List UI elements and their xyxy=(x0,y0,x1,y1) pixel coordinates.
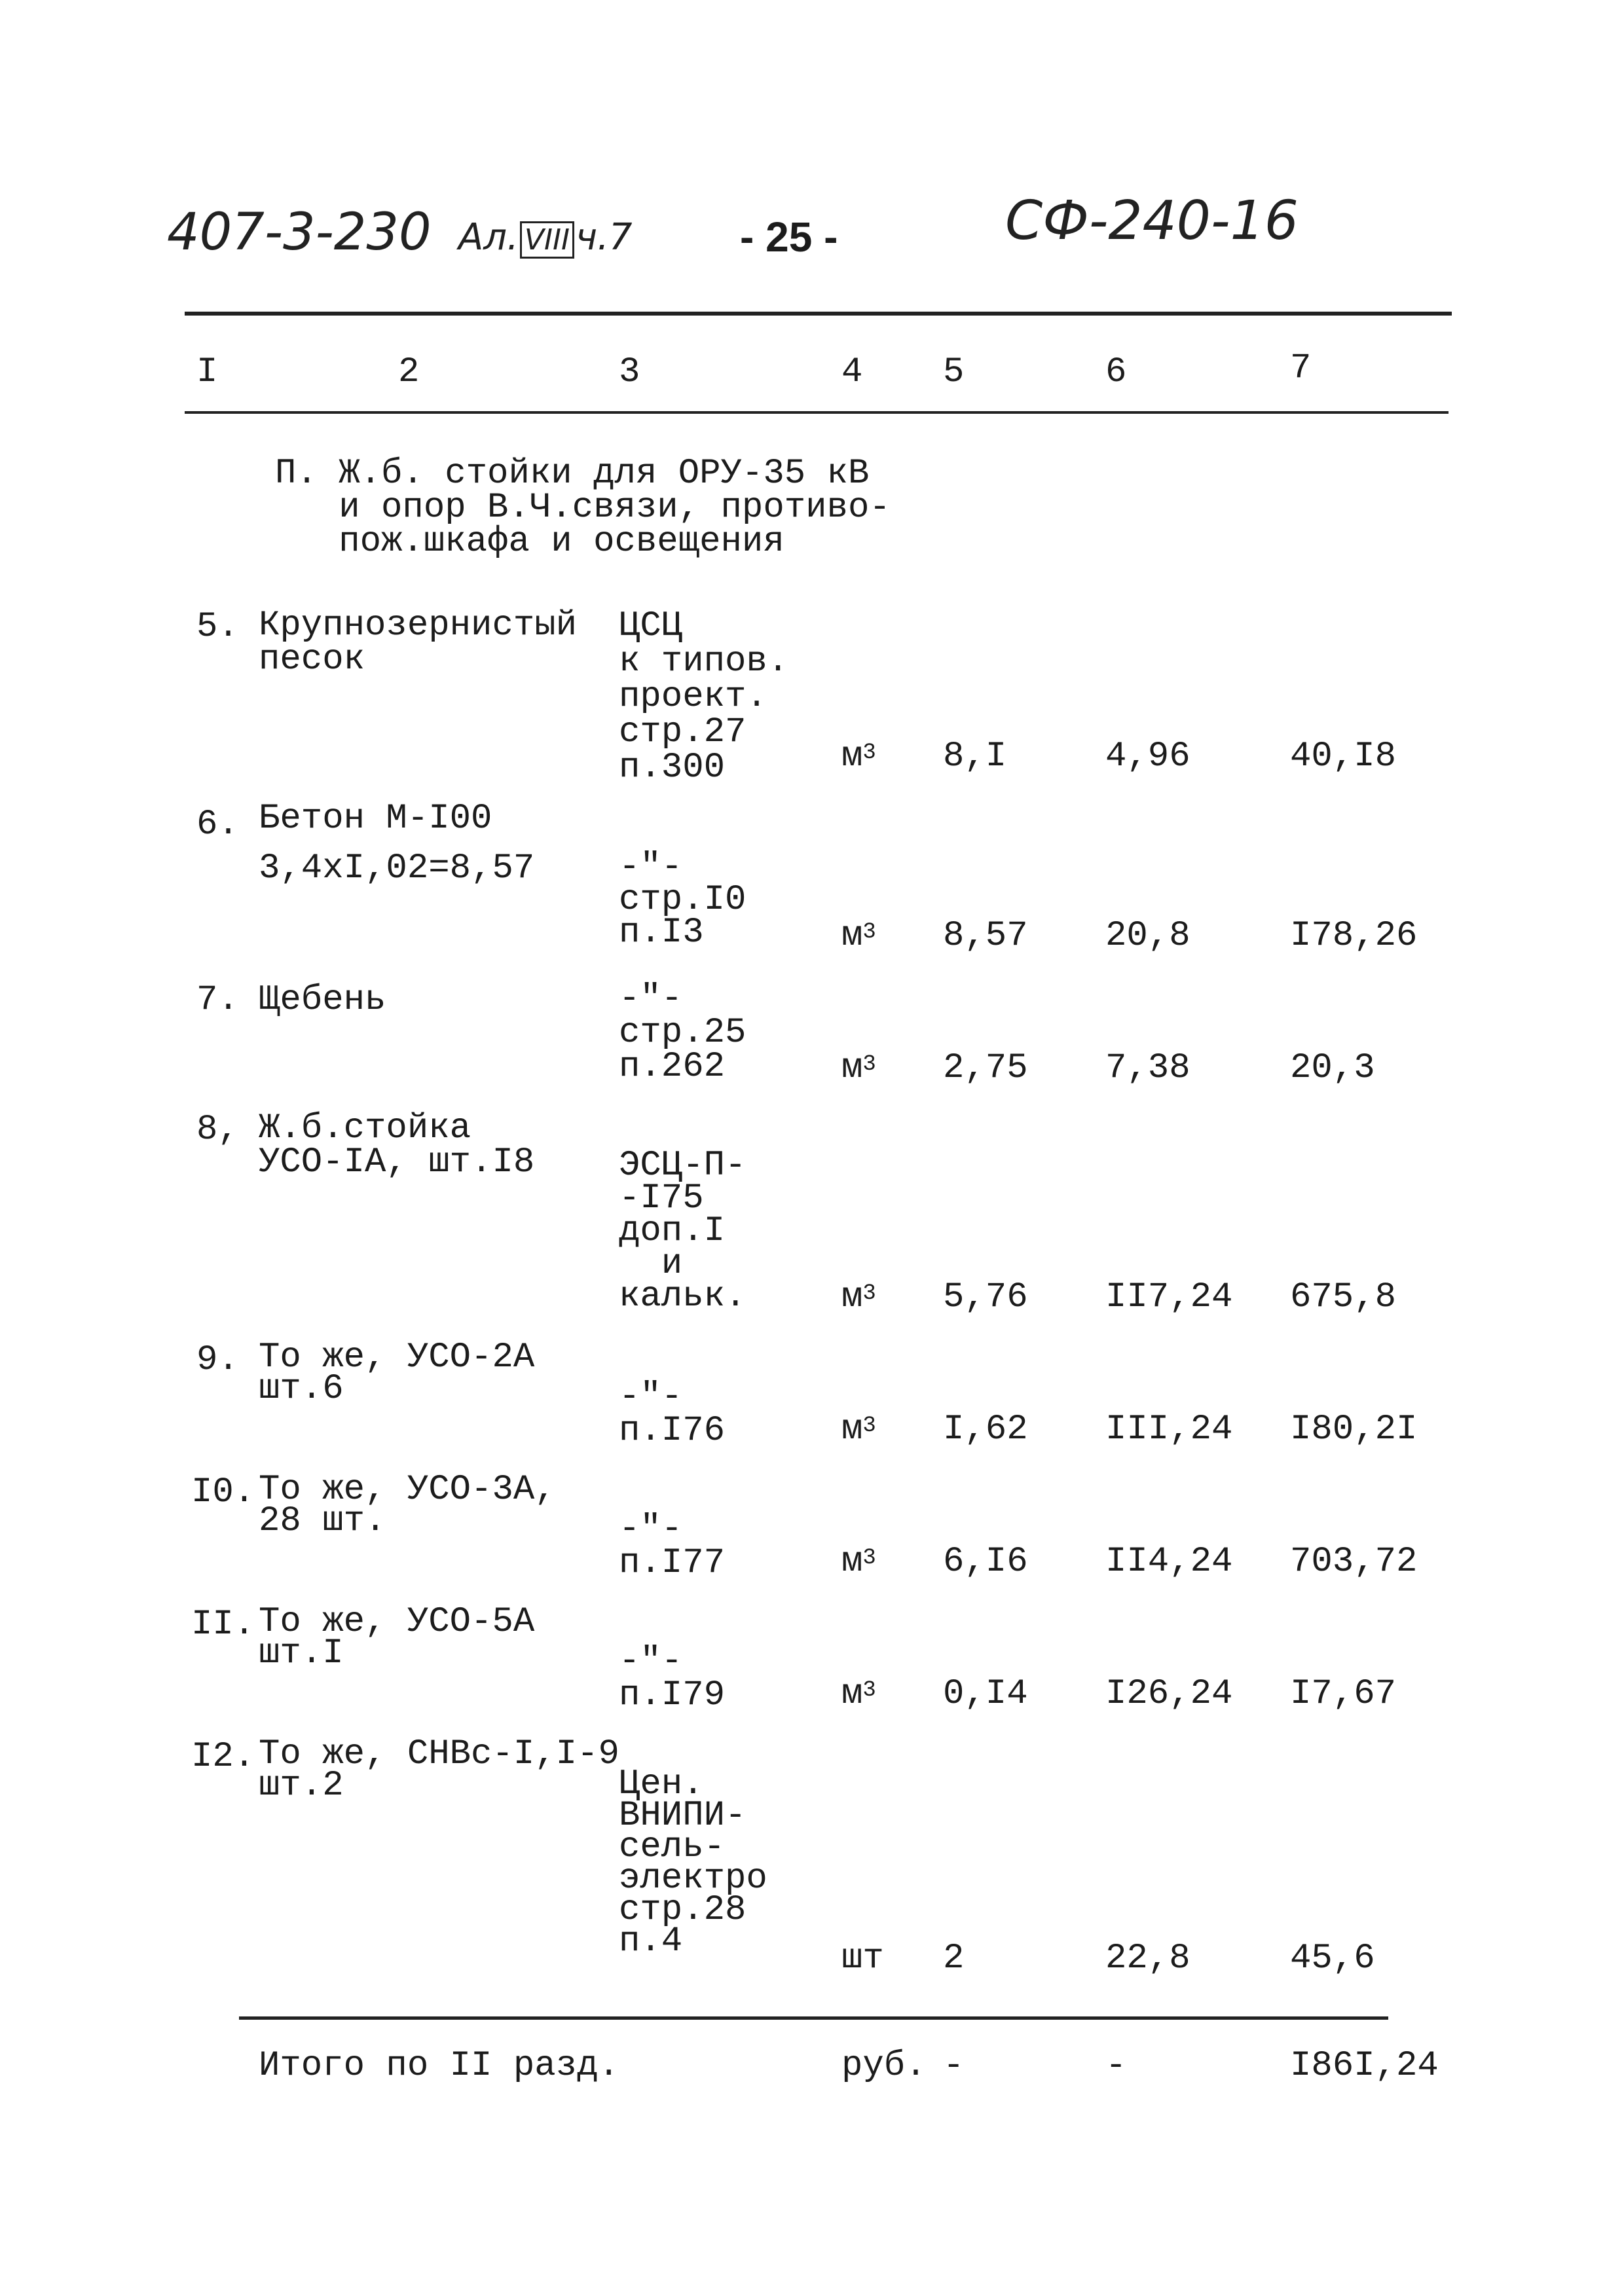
unit-text: м xyxy=(841,1048,863,1088)
col-head-7: 7 xyxy=(1290,348,1312,388)
row-6-total: I78,26 xyxy=(1290,916,1418,956)
summary-qty: - xyxy=(943,2046,965,2086)
unit-superscript: 3 xyxy=(862,1546,876,1571)
row-7-num: 7. xyxy=(196,980,239,1020)
section-heading: П. Ж.б. стойки для ОРУ-35 кВ и опор В.Ч.связи, противо- пож.шкафа и освещения xyxy=(275,454,891,562)
album-number: VIII xyxy=(520,221,574,259)
unit-superscript: 3 xyxy=(862,1413,876,1438)
album-label xyxy=(458,216,632,259)
row-8-num: 8, xyxy=(196,1110,239,1150)
unit-text: м xyxy=(841,916,863,956)
row-11-total: I7,67 xyxy=(1290,1674,1397,1714)
row-5-name: Крупнозернистый песок xyxy=(259,606,578,680)
summary-label: Итого по II разд. xyxy=(259,2046,619,2086)
row-5-total: 40,I8 xyxy=(1290,737,1397,776)
row-5-ref: ЦСЦ к типов. проект. стр.27 п.300 xyxy=(619,606,789,788)
row-12-ref: Цен. ВНИПИ- сель- электро стр.28 п.4 xyxy=(619,1764,767,1961)
row-10-price: II4,24 xyxy=(1105,1542,1233,1582)
row-8-ref: ЭСЦ-П- -I75 доп.I и кальк. xyxy=(619,1146,747,1317)
row-6-qty: 8,57 xyxy=(943,916,1028,956)
row-9-total: I80,2I xyxy=(1290,1410,1418,1449)
unit-superscript: 3 xyxy=(862,1678,876,1703)
row-8-name: Ж.б.стойка УСО-IА, шт.I8 xyxy=(259,1108,535,1182)
row-6-num: 6. xyxy=(196,805,239,845)
row-12-num: I2. xyxy=(191,1737,255,1777)
row-8-price: II7,24 xyxy=(1105,1277,1233,1317)
col-head-1: I xyxy=(196,352,218,392)
row-7-name: Щебень xyxy=(259,980,386,1020)
row-11-qty: 0,I4 xyxy=(943,1674,1028,1714)
row-8-qty: 5,76 xyxy=(943,1277,1028,1317)
row-11-name: То же, УСО-5А шт.I xyxy=(259,1602,535,1673)
unit-text: м xyxy=(841,1674,863,1714)
summary-rule xyxy=(239,2016,1388,2020)
unit-text: м xyxy=(841,1277,863,1317)
row-11-price: I26,24 xyxy=(1105,1674,1233,1714)
unit-superscript: 3 xyxy=(862,920,876,945)
row-10-total: 703,72 xyxy=(1290,1542,1418,1582)
summary-unit: руб. xyxy=(841,2046,927,2086)
album-part: ч.7 xyxy=(575,216,633,259)
row-5-qty: 8,I xyxy=(943,737,1007,776)
row-12-name: То же, СНВс-I,I-9 шт.2 xyxy=(259,1734,619,1806)
unit-text: м xyxy=(841,1542,863,1582)
row-10-unit xyxy=(841,1544,876,1580)
row-5-num: 5. xyxy=(196,607,239,647)
row-12-unit: шт xyxy=(841,1939,884,1978)
row-7-qty: 2,75 xyxy=(943,1048,1028,1088)
row-11-ref: -"- п.I79 xyxy=(619,1641,726,1715)
row-7-unit xyxy=(841,1050,876,1087)
row-9-qty: I,62 xyxy=(943,1410,1028,1449)
row-11-unit xyxy=(841,1676,876,1713)
row-7-total: 20,3 xyxy=(1290,1048,1375,1088)
unit-superscript: 3 xyxy=(862,1281,876,1306)
col-head-2: 2 xyxy=(398,352,420,392)
row-11-num: II. xyxy=(191,1605,255,1645)
row-9-name: То же, УСО-2А шт.6 xyxy=(259,1338,535,1409)
unit-superscript: 3 xyxy=(862,1052,876,1077)
row-6-price: 20,8 xyxy=(1105,916,1190,956)
row-10-name: То же, УСО-3А, 28 шт. xyxy=(259,1470,556,1541)
row-6-ref: -"- стр.I0 п.I3 xyxy=(619,847,747,953)
row-12-total: 45,6 xyxy=(1290,1939,1375,1978)
unit-superscript: 3 xyxy=(862,740,876,765)
col-head-6: 6 xyxy=(1105,352,1127,392)
row-12-qty: 2 xyxy=(943,1939,965,1978)
row-5-unit xyxy=(841,738,876,775)
row-12-price: 22,8 xyxy=(1105,1939,1190,1978)
row-6-name: Бетон М-I00 3,4хI,02=8,57 xyxy=(259,799,535,888)
col-head-4: 4 xyxy=(841,352,863,392)
unit-text: м xyxy=(841,1410,863,1449)
row-10-qty: 6,I6 xyxy=(943,1542,1028,1582)
col-head-3: 3 xyxy=(619,352,640,392)
unit-text: м xyxy=(841,737,863,776)
row-10-ref: -"- п.I77 xyxy=(619,1509,726,1583)
album-prefix: Ал. xyxy=(458,216,519,259)
row-6-unit xyxy=(841,918,876,955)
header-bottom-rule xyxy=(185,411,1449,414)
row-7-price: 7,38 xyxy=(1105,1048,1190,1088)
summary-price: - xyxy=(1105,2046,1127,2086)
row-8-unit xyxy=(841,1279,876,1316)
row-5-price: 4,96 xyxy=(1105,737,1190,776)
row-8-total: 675,8 xyxy=(1290,1277,1397,1317)
row-9-price: III,24 xyxy=(1105,1410,1233,1449)
row-7-ref: -"- стр.25 п.262 xyxy=(619,979,747,1087)
row-9-num: 9. xyxy=(196,1340,239,1380)
header-top-rule xyxy=(185,312,1452,316)
stamp-code: СФ-240-16 xyxy=(1005,190,1299,252)
row-9-ref: -"- п.I76 xyxy=(619,1377,726,1451)
col-head-5: 5 xyxy=(943,352,965,392)
doc-code: 407-3-230 xyxy=(167,203,432,262)
page-number: - 25 - xyxy=(740,213,838,261)
row-9-unit xyxy=(841,1412,876,1448)
row-10-num: I0. xyxy=(191,1472,255,1512)
summary-total: I86I,24 xyxy=(1290,2046,1439,2086)
